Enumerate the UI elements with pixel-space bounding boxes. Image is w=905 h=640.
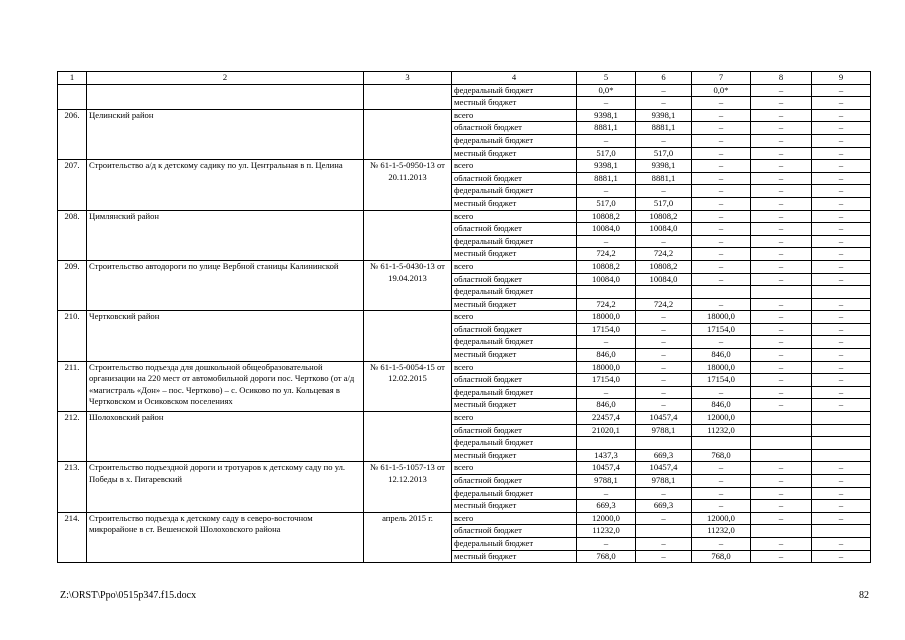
funding-source: федеральный бюджет (452, 386, 577, 399)
budget-value (577, 437, 636, 450)
budget-value: 1437,3 (577, 449, 636, 462)
column-header: 9 (812, 72, 871, 85)
budget-value: – (812, 512, 871, 525)
budget-value: – (636, 386, 692, 399)
budget-value: 669,3 (636, 500, 692, 513)
row-number: 207. (58, 160, 87, 210)
budget-value: – (577, 134, 636, 147)
budget-value (636, 437, 692, 450)
budget-value: – (751, 386, 812, 399)
budget-value: – (751, 172, 812, 185)
table-row (58, 109, 871, 122)
budget-value: 8881,1 (636, 172, 692, 185)
budget-value: – (751, 349, 812, 362)
budget-value: 10808,2 (636, 260, 692, 273)
budget-value: – (751, 97, 812, 110)
budget-value: – (692, 160, 751, 173)
budget-value: – (751, 500, 812, 513)
column-header: 2 (87, 72, 364, 85)
budget-value: – (751, 475, 812, 488)
row-number: 212. (58, 412, 87, 462)
budget-value: 10084,0 (636, 273, 692, 286)
page-number: 82 (859, 590, 869, 601)
budget-value: – (812, 298, 871, 311)
budget-value: 0,0* (577, 84, 636, 97)
column-header: 7 (692, 72, 751, 85)
object-name: Чертковский район (87, 311, 364, 361)
row-number: 211. (58, 361, 87, 411)
budget-value: 517,0 (636, 197, 692, 210)
funding-source: местный бюджет (452, 500, 577, 513)
budget-value: – (812, 260, 871, 273)
budget-value: – (812, 550, 871, 563)
budget-value: 8881,1 (577, 122, 636, 135)
table-row (58, 462, 871, 475)
document-ref (364, 109, 452, 159)
budget-value (636, 286, 692, 299)
budget-value: 18000,0 (577, 361, 636, 374)
budget-value: – (751, 235, 812, 248)
budget-value: – (636, 84, 692, 97)
budget-value: – (812, 109, 871, 122)
row-number: 208. (58, 210, 87, 260)
budget-value: 724,2 (636, 248, 692, 261)
funding-source: всего (452, 462, 577, 475)
budget-value: 9788,1 (577, 475, 636, 488)
budget-value: – (812, 374, 871, 387)
budget-value: 0,0* (692, 84, 751, 97)
budget-value: 10084,0 (577, 273, 636, 286)
budget-value: – (692, 487, 751, 500)
funding-source: всего (452, 512, 577, 525)
funding-source: федеральный бюджет (452, 84, 577, 97)
budget-value (636, 525, 692, 538)
budget-value: – (692, 298, 751, 311)
column-header: 1 (58, 72, 87, 85)
budget-value: – (692, 197, 751, 210)
object-name: Шолоховский район (87, 412, 364, 462)
budget-value: – (812, 97, 871, 110)
budget-value: – (812, 537, 871, 550)
budget-value: 846,0 (692, 399, 751, 412)
funding-source: федеральный бюджет (452, 286, 577, 299)
budget-value: – (577, 537, 636, 550)
funding-source: федеральный бюджет (452, 134, 577, 147)
budget-value: – (751, 336, 812, 349)
budget-value: – (812, 399, 871, 412)
budget-value: 724,2 (577, 248, 636, 261)
budget-value: 9398,1 (577, 109, 636, 122)
table-row (58, 210, 871, 223)
budget-value: – (636, 361, 692, 374)
budget-value (692, 437, 751, 450)
row-number: 214. (58, 512, 87, 562)
row-number: 209. (58, 260, 87, 310)
funding-source: областной бюджет (452, 323, 577, 336)
budget-value (577, 286, 636, 299)
document-ref: № 61-1-5-0430-13 от 19.04.2013 (364, 260, 452, 310)
row-number: 213. (58, 462, 87, 512)
budget-value (812, 437, 871, 450)
budget-value: 11232,0 (692, 424, 751, 437)
budget-value: 724,2 (636, 298, 692, 311)
budget-value: – (751, 122, 812, 135)
row-number: 206. (58, 109, 87, 159)
budget-value: 11232,0 (577, 525, 636, 538)
budget-value: – (812, 197, 871, 210)
funding-source: всего (452, 361, 577, 374)
budget-value: – (692, 248, 751, 261)
funding-source: местный бюджет (452, 197, 577, 210)
table-header-row (58, 72, 871, 85)
budget-value: – (692, 134, 751, 147)
budget-value: 10084,0 (636, 223, 692, 236)
budget-value: – (751, 84, 812, 97)
budget-value: – (577, 235, 636, 248)
budget-value: – (636, 323, 692, 336)
budget-value: – (751, 298, 812, 311)
budget-value: – (692, 210, 751, 223)
budget-value: – (692, 147, 751, 160)
row-number (58, 84, 87, 109)
budget-value: 12000,0 (692, 412, 751, 425)
funding-source: местный бюджет (452, 550, 577, 563)
budget-value: – (812, 210, 871, 223)
budget-value: – (692, 185, 751, 198)
budget-value: 846,0 (692, 349, 751, 362)
budget-value: – (812, 223, 871, 236)
budget-value: – (636, 512, 692, 525)
budget-value (751, 449, 812, 462)
budget-value: 846,0 (577, 349, 636, 362)
budget-value: – (812, 235, 871, 248)
budget-value: 669,3 (577, 500, 636, 513)
budget-value: 517,0 (636, 147, 692, 160)
document-path: Z:\ORST\Ppo\0515p347.f15.docx (60, 590, 197, 601)
funding-source: областной бюджет (452, 475, 577, 488)
budget-value: 18000,0 (577, 311, 636, 324)
funding-source: областной бюджет (452, 223, 577, 236)
budget-value: 18000,0 (692, 311, 751, 324)
funding-source: областной бюджет (452, 122, 577, 135)
funding-source: всего (452, 412, 577, 425)
document-ref: апрель 2015 г. (364, 512, 452, 562)
budget-value: – (692, 223, 751, 236)
funding-source: федеральный бюджет (452, 537, 577, 550)
budget-value: – (636, 311, 692, 324)
funding-source: областной бюджет (452, 424, 577, 437)
budget-value: – (812, 273, 871, 286)
budget-value: 9398,1 (577, 160, 636, 173)
budget-value: – (751, 323, 812, 336)
object-name: Строительство подъезда к детскому саду в северо-восточном микрорайоне в ст. Вешенской Шолоховского района (87, 512, 364, 562)
budget-value: – (751, 311, 812, 324)
column-header: 8 (751, 72, 812, 85)
budget-value: – (692, 260, 751, 273)
budget-value: – (751, 399, 812, 412)
document-ref (364, 311, 452, 361)
funding-source: местный бюджет (452, 97, 577, 110)
budget-value: – (692, 336, 751, 349)
document-ref (364, 84, 452, 109)
table-row (58, 361, 871, 374)
budget-value: – (751, 147, 812, 160)
funding-source: местный бюджет (452, 349, 577, 362)
budget-value: 669,3 (636, 449, 692, 462)
budget-value (812, 286, 871, 299)
funding-source: федеральный бюджет (452, 437, 577, 450)
budget-value: – (751, 197, 812, 210)
budget-value: – (812, 122, 871, 135)
budget-value: 9788,1 (636, 475, 692, 488)
budget-value: – (636, 97, 692, 110)
budget-value: – (692, 475, 751, 488)
budget-value: – (751, 273, 812, 286)
funding-source: местный бюджет (452, 147, 577, 160)
budget-value (751, 525, 812, 538)
budget-value (812, 424, 871, 437)
budget-value (751, 412, 812, 425)
budget-value: 724,2 (577, 298, 636, 311)
budget-value: – (636, 185, 692, 198)
budget-value (812, 412, 871, 425)
budget-value: – (812, 147, 871, 160)
budget-value: 9398,1 (636, 160, 692, 173)
table-row (58, 160, 871, 173)
budget-value: – (636, 134, 692, 147)
budget-value: – (577, 185, 636, 198)
object-name: Цимлянский район (87, 210, 364, 260)
budget-value: – (751, 537, 812, 550)
budget-value: – (812, 134, 871, 147)
budget-value: – (692, 97, 751, 110)
budget-value (812, 525, 871, 538)
funding-source: областной бюджет (452, 172, 577, 185)
budget-value: – (812, 361, 871, 374)
budget-value: – (692, 386, 751, 399)
budget-value: – (751, 109, 812, 122)
row-number: 210. (58, 311, 87, 361)
funding-source: местный бюджет (452, 298, 577, 311)
funding-source: всего (452, 109, 577, 122)
table-row (58, 84, 871, 97)
budget-value: 11232,0 (692, 525, 751, 538)
budget-value: – (812, 185, 871, 198)
funding-source: федеральный бюджет (452, 235, 577, 248)
budget-value: – (636, 537, 692, 550)
budget-value: 10457,4 (636, 412, 692, 425)
budget-value: – (577, 336, 636, 349)
table-row (58, 260, 871, 273)
budget-value: 17154,0 (692, 323, 751, 336)
column-header: 3 (364, 72, 452, 85)
budget-value: – (812, 311, 871, 324)
column-header: 5 (577, 72, 636, 85)
budget-value: 10457,4 (636, 462, 692, 475)
budget-value: – (751, 160, 812, 173)
funding-source: областной бюджет (452, 374, 577, 387)
funding-source: федеральный бюджет (452, 185, 577, 198)
budget-value: 517,0 (577, 197, 636, 210)
table-row (58, 311, 871, 324)
budget-value: – (812, 487, 871, 500)
budget-value (692, 286, 751, 299)
budget-value: 8881,1 (577, 172, 636, 185)
funding-source: местный бюджет (452, 399, 577, 412)
budget-value: – (812, 336, 871, 349)
budget-value: 10084,0 (577, 223, 636, 236)
document-ref: № 61-1-5-0054-15 от 12.02.2015 (364, 361, 452, 411)
table-row (58, 412, 871, 425)
budget-value: 10808,2 (577, 210, 636, 223)
budget-table (57, 71, 871, 563)
document-ref: № 61-1-5-1057-13 от 12.12.2013 (364, 462, 452, 512)
document-ref (364, 412, 452, 462)
budget-value (751, 286, 812, 299)
budget-value: – (692, 172, 751, 185)
budget-value: – (751, 374, 812, 387)
funding-source: всего (452, 260, 577, 273)
budget-value: – (751, 260, 812, 273)
budget-value: 21020,1 (577, 424, 636, 437)
budget-value: – (812, 386, 871, 399)
budget-value: – (636, 550, 692, 563)
budget-value: – (577, 487, 636, 500)
budget-value: 10808,2 (636, 210, 692, 223)
budget-value: – (812, 500, 871, 513)
budget-value: 18000,0 (692, 361, 751, 374)
budget-value: – (751, 248, 812, 261)
object-name: Строительство подъезда для дошкольной общеобразовательной организации на 220 мест от автомобильной дороги пос. Чертково (от а/д «магистраль «Дон» – пос. Чертково) – с. Осиково по ул. Кольцевая в Чертковском и Осиковском поселениях (87, 361, 364, 411)
document-ref: № 61-1-5-0950-13 от 20.11.2013 (364, 160, 452, 210)
funding-source: федеральный бюджет (452, 487, 577, 500)
budget-value: 10457,4 (577, 462, 636, 475)
budget-value: 9788,1 (636, 424, 692, 437)
budget-value: 17154,0 (577, 323, 636, 336)
object-name: Целинский район (87, 109, 364, 159)
budget-value: – (692, 273, 751, 286)
budget-value: 9398,1 (636, 109, 692, 122)
budget-value: 768,0 (692, 550, 751, 563)
budget-value: 10808,2 (577, 260, 636, 273)
budget-value: – (751, 512, 812, 525)
funding-source: всего (452, 160, 577, 173)
object-name: Строительство подъездной дороги и тротуаров к детскому саду по ул. Победы в х. Пигаревский (87, 462, 364, 512)
funding-source: всего (452, 311, 577, 324)
budget-value: – (751, 487, 812, 500)
object-name: Строительство автодороги по улице Вербной станицы Калининской (87, 260, 364, 310)
budget-value: – (692, 500, 751, 513)
budget-value: – (636, 374, 692, 387)
funding-source: местный бюджет (452, 449, 577, 462)
budget-value: 22457,4 (577, 412, 636, 425)
budget-value: – (636, 399, 692, 412)
budget-value: – (751, 550, 812, 563)
budget-value: – (751, 185, 812, 198)
budget-value: 17154,0 (577, 374, 636, 387)
budget-value: – (812, 462, 871, 475)
funding-source: областной бюджет (452, 273, 577, 286)
budget-value (751, 424, 812, 437)
budget-value: – (636, 487, 692, 500)
budget-value: – (812, 160, 871, 173)
column-header: 6 (636, 72, 692, 85)
column-header: 4 (452, 72, 577, 85)
budget-value: 846,0 (577, 399, 636, 412)
budget-value: – (812, 84, 871, 97)
document-ref (364, 210, 452, 260)
budget-value: – (812, 248, 871, 261)
budget-value: – (577, 97, 636, 110)
funding-source: областной бюджет (452, 525, 577, 538)
budget-value (812, 449, 871, 462)
funding-source: всего (452, 210, 577, 223)
budget-value: 12000,0 (692, 512, 751, 525)
budget-value: – (751, 462, 812, 475)
budget-value: – (636, 349, 692, 362)
budget-value: 768,0 (692, 449, 751, 462)
budget-value: 12000,0 (577, 512, 636, 525)
budget-value: – (636, 336, 692, 349)
budget-value: – (751, 210, 812, 223)
funding-source: местный бюджет (452, 248, 577, 261)
budget-value: – (692, 122, 751, 135)
budget-value: – (636, 235, 692, 248)
object-name (87, 84, 364, 109)
budget-value: – (751, 223, 812, 236)
budget-value: – (812, 349, 871, 362)
budget-value (751, 437, 812, 450)
budget-value: 768,0 (577, 550, 636, 563)
budget-value: – (812, 323, 871, 336)
budget-value: – (751, 134, 812, 147)
budget-value: – (577, 386, 636, 399)
budget-value: – (692, 537, 751, 550)
budget-value: – (692, 235, 751, 248)
object-name: Строительство а/д к детскому садику по ул. Центральная в п. Целина (87, 160, 364, 210)
budget-value: – (812, 172, 871, 185)
budget-value: 17154,0 (692, 374, 751, 387)
budget-value: 8881,1 (636, 122, 692, 135)
budget-value: 517,0 (577, 147, 636, 160)
funding-source: федеральный бюджет (452, 336, 577, 349)
budget-value: – (812, 475, 871, 488)
budget-value: – (692, 109, 751, 122)
table-row (58, 512, 871, 525)
budget-value: – (751, 361, 812, 374)
budget-value: – (692, 462, 751, 475)
